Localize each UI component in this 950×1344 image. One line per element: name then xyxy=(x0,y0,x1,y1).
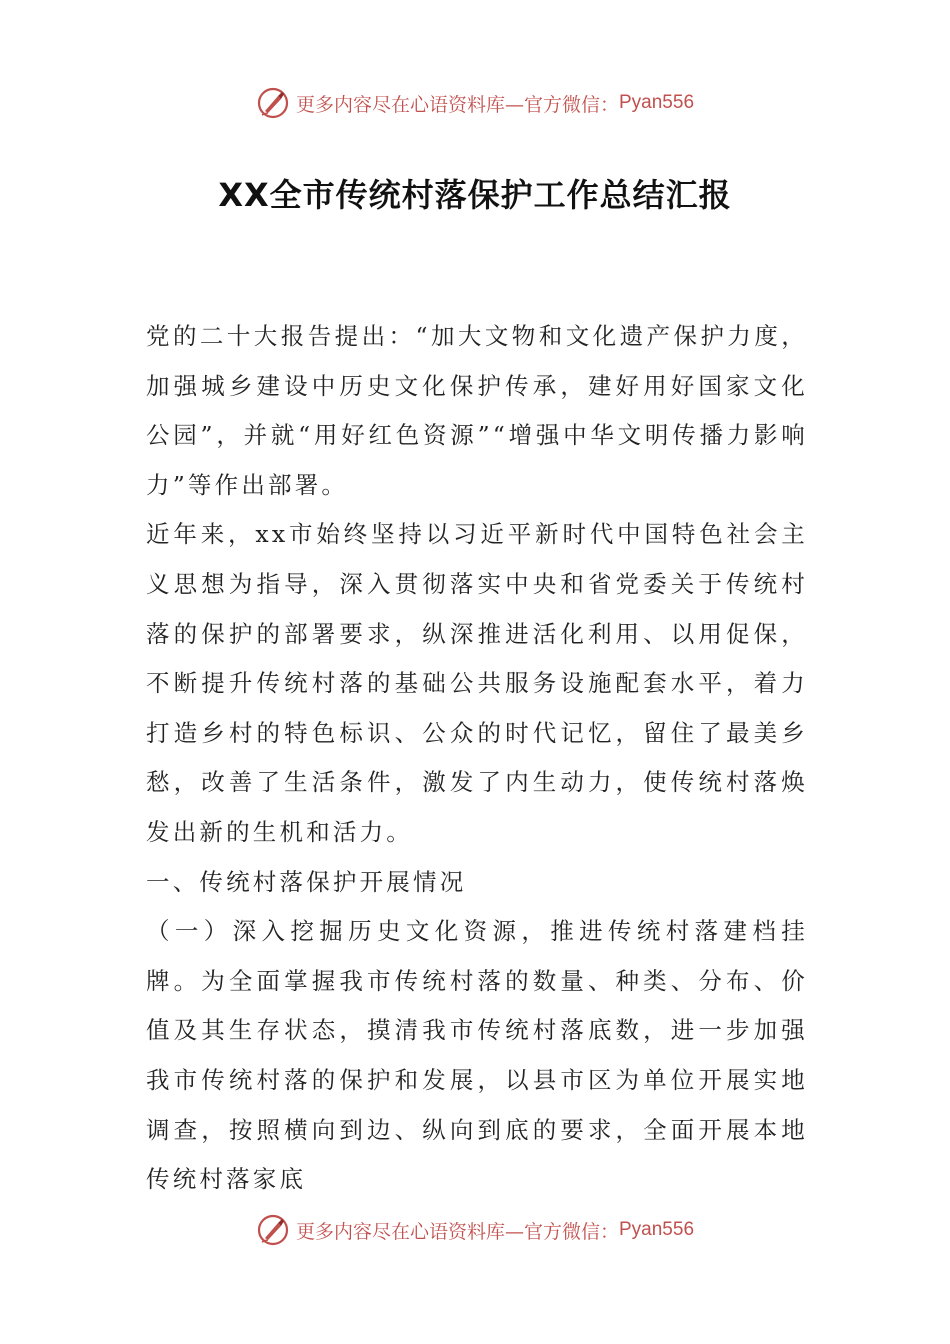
document-body xyxy=(146,312,808,1205)
pen-circle-logo-icon xyxy=(256,86,290,120)
watermark-wechat-id: Pyan556 xyxy=(619,1219,695,1240)
watermark-text: 更多内容尽在心语资料库—官方微信： xyxy=(295,1220,619,1243)
watermark-header xyxy=(0,83,950,123)
watermark-footer xyxy=(0,1210,950,1250)
watermark-wechat-id: Pyan556 xyxy=(619,92,695,113)
paragraph-subsection-1: （一）深入挖掘历史文化资源，推进传统村落建档挂牌。为全面掌握我市传统村落的数量、种类、分布、价值及其生存状态，摸清我市传统村落底数，进一步加强我市传统村落的保护和发展，以县市区为单位开展实地调查，按照横向到边、纵向到底的要求，全面开展本地传统村落家底 xyxy=(146,917,808,1194)
document-title: XX全市传统村落保护工作总结汇报 xyxy=(218,176,732,214)
pen-circle-logo-icon xyxy=(256,1213,290,1247)
watermark-text: 更多内容尽在心语资料库—官方微信： xyxy=(295,93,619,116)
paragraph-intro: 党的二十大报告提出：“加大文物和文化遗产保护力度，加强城乡建设中历史文化保护传承，建好用好国家文化公园”，并就“用好红色资源”“增强中华文明传播力影响力”等作出部署。 xyxy=(146,322,808,499)
paragraph-overview: 近年来，xx市始终坚持以习近平新时代中国特色社会主义思想为指导，深入贯彻落实中央和省党委关于传统村落的保护的部署要求，纵深推进活化利用、以用促保，不断提升传统村落的基础公共服务设施配套水平，着力打造乡村的特色标识、公众的时代记忆，留住了最美乡愁，改善了生活条件，激发了内生动力，使传统村落焕发出新的生机和活力。 xyxy=(146,520,808,846)
section-heading: 一、传统村落保护开展情况 xyxy=(146,867,467,896)
